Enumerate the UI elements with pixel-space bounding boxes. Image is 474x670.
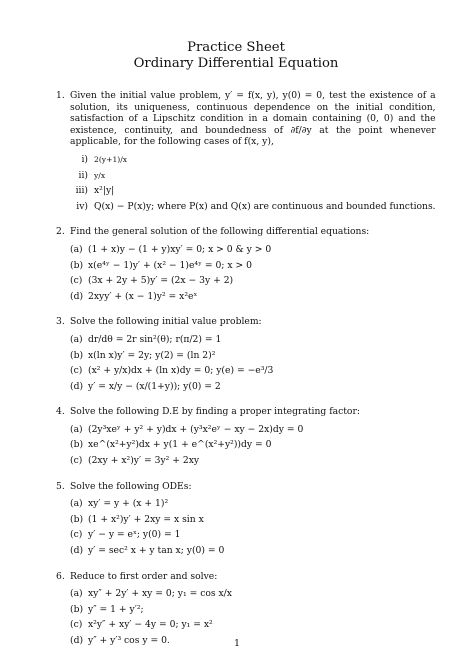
item-label: (a) [70, 423, 83, 435]
item-label: i) [81, 153, 88, 165]
item-expression: (x² + y/x)dx + (ln x)dy = 0; y(e) = −e³/3 [88, 365, 274, 377]
item-expression: xy′ = y + (x + 1)² [88, 498, 169, 510]
title-block [56, 40, 416, 72]
item-list [70, 424, 416, 467]
list-item [70, 588, 416, 600]
list-item [70, 244, 416, 256]
list-item [70, 350, 416, 362]
item-expression: x(e⁴ʸ − 1)y′ + (x² − 1)e⁴ʸ = 0; x > 0 [88, 259, 252, 271]
item-expression: (1 + x)y − (1 + y)xy′ = 0; x > 0 & y > 0 [88, 243, 272, 255]
item-expression: y/x [94, 170, 106, 180]
problem-number: 5. [56, 480, 65, 492]
problem-5 [56, 481, 416, 561]
list-item [70, 170, 436, 182]
item-list [70, 244, 416, 302]
list-item [70, 529, 416, 541]
item-list [70, 334, 416, 392]
problem-number: 3. [56, 316, 65, 328]
problem-number: 1. [56, 90, 65, 101]
item-expression: xe^(x²+y²)dx + y(1 + e^(x²+y²))dy = 0 [88, 439, 272, 451]
problem-number: 4. [56, 406, 65, 418]
problem-body [70, 316, 416, 396]
item-expression: dr/dθ = 2r sin²(θ); r(π/2) = 1 [88, 333, 222, 345]
item-expression: y′ − y = eˣ; y(0) = 1 [88, 529, 181, 541]
list-item [70, 291, 416, 303]
page-subtitle: Ordinary Differential Equation [133, 56, 339, 71]
problem-number: 2. [56, 226, 65, 238]
item-label: (a) [70, 588, 83, 600]
problem-1 [56, 90, 436, 216]
list-item [70, 154, 436, 166]
page-number: 1 [233, 638, 241, 649]
list-item [70, 260, 416, 272]
problem-body [70, 481, 416, 561]
list-item [70, 545, 416, 557]
item-label: (a) [70, 498, 83, 510]
list-item [70, 381, 416, 393]
problem-3 [56, 316, 416, 396]
item-expression: (3x + 2y + 5)y′ = (2x − 3y + 2) [88, 275, 234, 287]
item-expression: y″ + y′³ cos y = 0. [88, 635, 170, 646]
problem-list [56, 90, 436, 651]
problem-body [70, 90, 436, 216]
problem-4 [56, 406, 416, 470]
item-expression: xy″ + 2y′ + xy = 0; y₁ = cos x/x [88, 588, 232, 600]
list-item [70, 619, 416, 631]
item-expression: (2y³xeʸ + y² + y)dx + (y³x²eʸ − xy − 2x)dy = 0 [88, 423, 304, 435]
item-expression: 2xyy′ + (x − 1)y² = x²eˣ [88, 290, 198, 302]
list-item [70, 365, 416, 377]
item-label: (c) [70, 365, 83, 377]
item-expression: x²y″ + xy′ − 4y = 0; y₁ = x² [88, 619, 213, 631]
problem-body [70, 406, 416, 470]
list-item [70, 604, 416, 616]
item-label: (b) [70, 603, 84, 615]
list-item [70, 334, 416, 346]
item-label: iii) [75, 185, 88, 197]
list-item [70, 275, 416, 287]
item-label: (b) [70, 259, 84, 271]
list-item [70, 185, 436, 197]
problem-text: Solve the following D.E by finding a proper integrating factor: [70, 406, 360, 418]
problem-text: Reduce to first order and solve: [70, 570, 218, 582]
problem-text: Solve the following initial value problem: [70, 316, 262, 328]
page-title: Practice Sheet [187, 40, 285, 55]
item-label: (c) [70, 455, 83, 467]
problem-2 [56, 226, 416, 306]
list-item [70, 424, 416, 436]
item-label: (a) [70, 333, 83, 345]
item-label: (a) [70, 243, 83, 255]
item-expression: 2(y+1)/x [94, 154, 128, 164]
item-label: (b) [70, 513, 84, 525]
item-label: (c) [70, 529, 83, 541]
item-label: ii) [78, 169, 88, 181]
problem-text: Find the general solution of the following differential equations: [70, 226, 370, 238]
list-item [70, 514, 416, 526]
item-expression: Q(x) − P(x)y; where P(x) and Q(x) are continuous and bounded functions. [94, 200, 436, 212]
list-item [70, 455, 416, 467]
item-expression: y″ = 1 + y′²; [88, 603, 144, 615]
item-label: (d) [70, 545, 84, 557]
list-item [70, 498, 416, 510]
item-label: (b) [70, 349, 84, 361]
item-label: (c) [70, 275, 83, 287]
item-expression: y′ = sec² x + y tan x; y(0) = 0 [88, 545, 225, 557]
item-label: (d) [70, 380, 84, 392]
problem-text: Solve the following ODEs: [70, 480, 192, 492]
problem-body [70, 226, 416, 306]
item-list [70, 154, 436, 212]
problem-text: Given the initial value problem, y′ = f(x, y), y(0) = 0, test the existence of a solution, its uniqueness, continuous dependence on the initial condition, satisfaction of a Lipschitz condition in a domain containing (0, 0) and the existence, continuity, and boundedness of ∂f/∂y at the point whenever applicable, for the following cases of f(x, y), [70, 90, 436, 148]
item-expression: x(ln x)y′ = 2y; y(2) = (ln 2)² [88, 349, 216, 361]
item-label: (b) [70, 439, 84, 451]
item-label: iv) [76, 200, 88, 212]
item-label: (c) [70, 619, 83, 631]
item-expression: x²|y| [94, 185, 115, 197]
item-expression: (1 + x²)y′ + 2xy = x sin x [88, 513, 204, 525]
item-expression: y′ = x/y − (x/(1+y)); y(0) = 2 [88, 380, 221, 392]
item-expression: (2xy + x²)y′ = 3y² + 2xy [88, 455, 200, 467]
problem-number: 6. [56, 570, 65, 582]
item-list [70, 498, 416, 556]
list-item [70, 439, 416, 451]
item-label: (d) [70, 635, 84, 646]
list-item [70, 201, 436, 213]
item-label: (d) [70, 290, 84, 302]
